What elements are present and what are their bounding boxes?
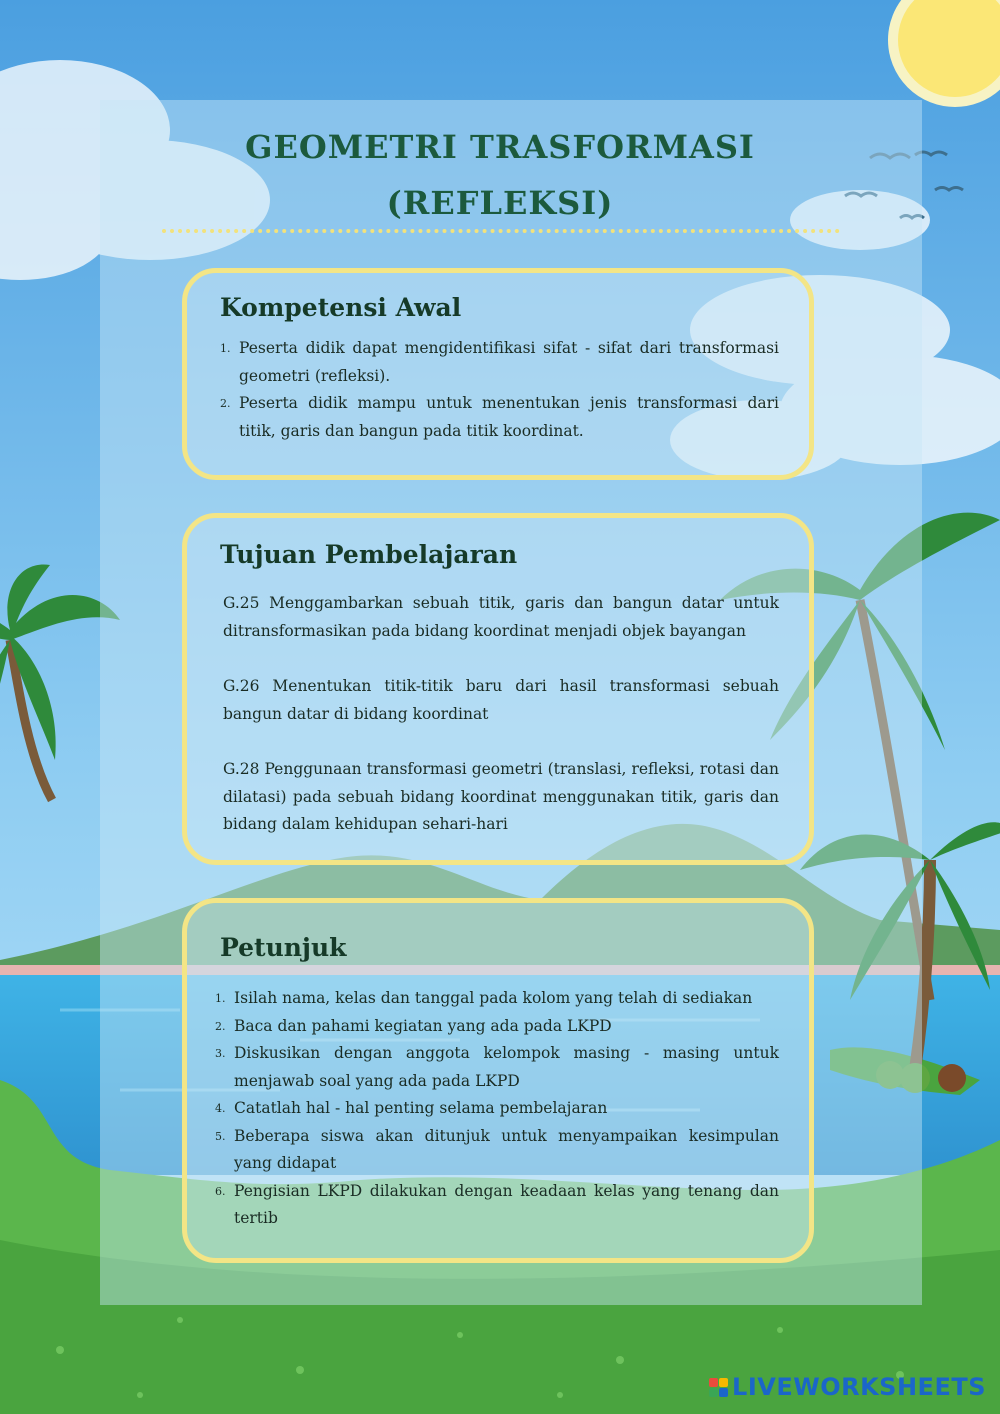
tujuan-paragraph: G.25 Menggambarkan sebuah titik, garis dan bangun datar untuk ditransformasikan pada bidang koordinat menjadi objek bayangan [223,594,779,640]
list-item: 1. Isilah nama, kelas dan tanggal pada kolom yang telah di sediakan [215,989,753,1007]
page-subtitle: (REFLEKSI) [386,184,614,222]
list-item: 6. Pengisian LKPD dilakukan dengan keadaan kelas yang tenang dan tertib [215,1181,779,1227]
petunjuk-list [215,985,779,1233]
list-item: 3. Diskusikan dengan anggota kelompok masing - masing untuk menjawab soal yang ada pada LKPD [215,1044,779,1090]
kompetensi-awal-heading: Kompetensi Awal [220,293,462,322]
list-item: 2. Peserta didik mampu untuk menentukan jenis transformasi dari titik, garis dan bangun pada titik koordinat. [220,394,779,440]
kompetensi-awal-card [182,268,814,480]
list-item: 5. Beberapa siswa akan ditunjuk untuk menyampaikan kesimpulan yang didapat [215,1126,779,1172]
tujuan-paragraph: G.26 Menentukan titik-titik baru dari hasil transformasi sebuah bangun datar di bidang koordinat [223,677,779,723]
list-item: 1. Peserta didik dapat mengidentifikasi sifat - sifat dari transformasi geometri (refleksi). [220,339,779,385]
page-title: GEOMETRI TRASFORMASI [245,128,755,166]
kompetensi-awal-list [220,335,779,445]
list-item: 2. Baca dan pahami kegiatan yang ada pada LKPD [215,1016,612,1035]
tujuan-paragraph: G.28 Penggunaan transformasi geometri (translasi, refleksi, rotasi dan dilatasi) pada sebuah bidang koordinat menggunakan titik, garis dan bidang dalam kehidupan sehari-hari [223,760,779,833]
liveworksheets-logo-icon [709,1378,728,1397]
title-divider [162,229,840,233]
liveworksheets-logo-text: LIVEWORKSHEETS [732,1373,986,1401]
list-item: 4. Catatlah hal - hal penting selama pembelajaran [215,1099,608,1117]
petunjuk-card [182,898,814,1263]
tujuan-pembelajaran-card [182,513,814,865]
liveworksheets-logo[interactable] [709,1372,986,1402]
tujuan-pembelajaran-heading: Tujuan Pembelajaran [220,540,518,569]
petunjuk-heading: Petunjuk [220,933,347,962]
sun-shape [893,0,1000,102]
